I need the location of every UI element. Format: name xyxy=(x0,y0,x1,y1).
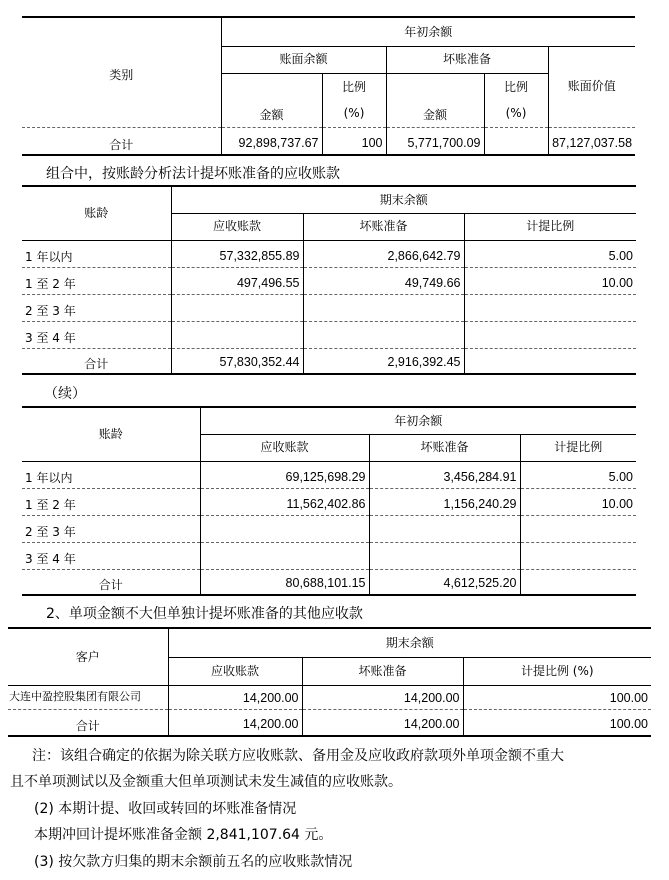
book-ratio-pct-header: (%) xyxy=(322,100,386,127)
closing-balance-header: 期末余额 xyxy=(168,628,651,657)
total-label: 合计 xyxy=(22,127,221,155)
section-aging-title: 组合中，按账龄分析法计提坏账准备的应收账款 xyxy=(46,166,340,182)
opening-balance-header: 年初余额 xyxy=(200,407,636,434)
receivable-header: 应收账款 xyxy=(200,434,369,461)
receivable-value xyxy=(171,321,303,348)
customer-header: 客户 xyxy=(8,628,168,685)
total-bad-debt: 14,200.00 xyxy=(302,709,463,736)
bad-debt-value xyxy=(369,515,520,542)
total-ratio xyxy=(520,569,636,595)
aging-header: 账龄 xyxy=(22,186,171,240)
ratio-value: 5.00 xyxy=(464,240,636,267)
bad-debt-value: 2,866,642.79 xyxy=(303,240,464,267)
aging-label: 2 至 3 年 xyxy=(22,294,171,321)
ratio-header: 计提比例 xyxy=(464,213,636,240)
book-value-header: 账面价值 xyxy=(548,46,635,127)
receivable-value xyxy=(200,515,369,542)
aging-label: 3 至 4 年 xyxy=(22,542,200,569)
receivable-value: 69,125,698.29 xyxy=(200,461,369,488)
category-header: 类别 xyxy=(22,17,221,127)
subsection-3-title: (3) 按欠款方归集的期末余额前五名的应收账款情况 xyxy=(34,854,353,870)
receivable-value: 497,496.55 xyxy=(171,267,303,294)
individual-provision-table xyxy=(8,627,651,737)
total-receivable: 80,688,101.15 xyxy=(200,569,369,595)
ratio-value xyxy=(520,515,636,542)
ratio-header: 计提比例 xyxy=(520,434,636,461)
note-line-1: 注：该组合确定的依据为除关联方应收账款、备用金及应收政府款项外单项金额不重大 xyxy=(32,748,564,764)
bad-debt-value: 3,456,284.91 xyxy=(369,461,520,488)
closing-balance-header: 期末余额 xyxy=(171,186,636,213)
bad-debt-ratio-pct-header: (%) xyxy=(484,100,548,127)
ratio-value xyxy=(464,294,636,321)
ratio-value: 100.00 xyxy=(463,685,651,709)
aging-label: 3 至 4 年 xyxy=(22,321,171,348)
total-ratio: 100.00 xyxy=(463,709,651,736)
bad-debt-header: 坏账准备 xyxy=(369,434,520,461)
bad-debt-header: 坏账准备 xyxy=(302,657,463,685)
ratio-value: 10.00 xyxy=(464,267,636,294)
aging-label: 2 至 3 年 xyxy=(22,515,200,542)
ratio-value: 5.00 xyxy=(520,461,636,488)
bad-debt-value xyxy=(303,321,464,348)
total-label: 合计 xyxy=(22,569,200,595)
closing-aging-table xyxy=(22,185,636,375)
aging-header: 账龄 xyxy=(22,407,200,461)
aging-label: 1 至 2 年 xyxy=(22,267,171,294)
total-receivable: 57,830,352.44 xyxy=(171,348,303,374)
section2-title: 2、单项金额不大但单独计提坏账准备的其他应收款 xyxy=(46,606,363,622)
receivable-header: 应收账款 xyxy=(171,213,303,240)
total-ratio xyxy=(464,348,636,374)
book-amount-header: 金额 xyxy=(221,73,322,127)
bad-debt-value xyxy=(303,294,464,321)
total-book-ratio: 100 xyxy=(322,127,386,155)
opening-balance-category-table xyxy=(22,16,635,156)
total-book-amount: 92,898,737.67 xyxy=(221,127,322,155)
bad-debt-amount-header: 金额 xyxy=(386,73,484,127)
total-bad-debt-amount: 5,771,700.09 xyxy=(386,127,484,155)
aging-label: 1 年以内 xyxy=(22,461,200,488)
total-bad-debt: 4,612,525.20 xyxy=(369,569,520,595)
total-receivable: 14,200.00 xyxy=(168,709,302,736)
bad-debt-ratio-header: 比例 xyxy=(484,73,548,100)
receivable-value xyxy=(200,542,369,569)
opening-balance-header: 年初余额 xyxy=(221,17,635,46)
ratio-value: 10.00 xyxy=(520,488,636,515)
ratio-header: 计提比例 (%) xyxy=(463,657,651,685)
bad-debt-header: 坏账准备 xyxy=(386,46,548,73)
bad-debt-value: 14,200.00 xyxy=(302,685,463,709)
customer-name: 大连中盈控股集团有限公司 xyxy=(8,685,168,709)
total-book-value: 87,127,037.58 xyxy=(548,127,635,155)
opening-aging-table xyxy=(22,406,636,596)
continued-label: （续） xyxy=(44,386,86,402)
receivable-value: 14,200.00 xyxy=(168,685,302,709)
ratio-value xyxy=(464,321,636,348)
ratio-value xyxy=(520,542,636,569)
note-line-2: 且不单项测试以及金额重大但单项测试未发生减值的应收账款。 xyxy=(10,774,402,790)
aging-label: 1 至 2 年 xyxy=(22,488,200,515)
receivable-value: 11,562,402.86 xyxy=(200,488,369,515)
receivable-header: 应收账款 xyxy=(168,657,302,685)
total-bad-debt-ratio xyxy=(484,127,548,155)
bad-debt-value xyxy=(369,542,520,569)
aging-label: 1 年以内 xyxy=(22,240,171,267)
bad-debt-header: 坏账准备 xyxy=(303,213,464,240)
total-label: 合计 xyxy=(8,709,168,736)
total-bad-debt: 2,916,392.45 xyxy=(303,348,464,374)
bad-debt-value: 1,156,240.29 xyxy=(369,488,520,515)
total-label: 合计 xyxy=(22,348,171,374)
receivable-value xyxy=(171,294,303,321)
book-balance-header: 账面余额 xyxy=(221,46,386,73)
bad-debt-value: 49,749.66 xyxy=(303,267,464,294)
receivable-value: 57,332,855.89 xyxy=(171,240,303,267)
book-ratio-header: 比例 xyxy=(322,73,386,100)
subsection-2-title: (2) 本期计提、收回或转回的坏账准备情况 xyxy=(34,801,297,817)
reversal-amount-text: 本期冲回计提坏账准备金额 2,841,107.64 元。 xyxy=(34,827,333,843)
